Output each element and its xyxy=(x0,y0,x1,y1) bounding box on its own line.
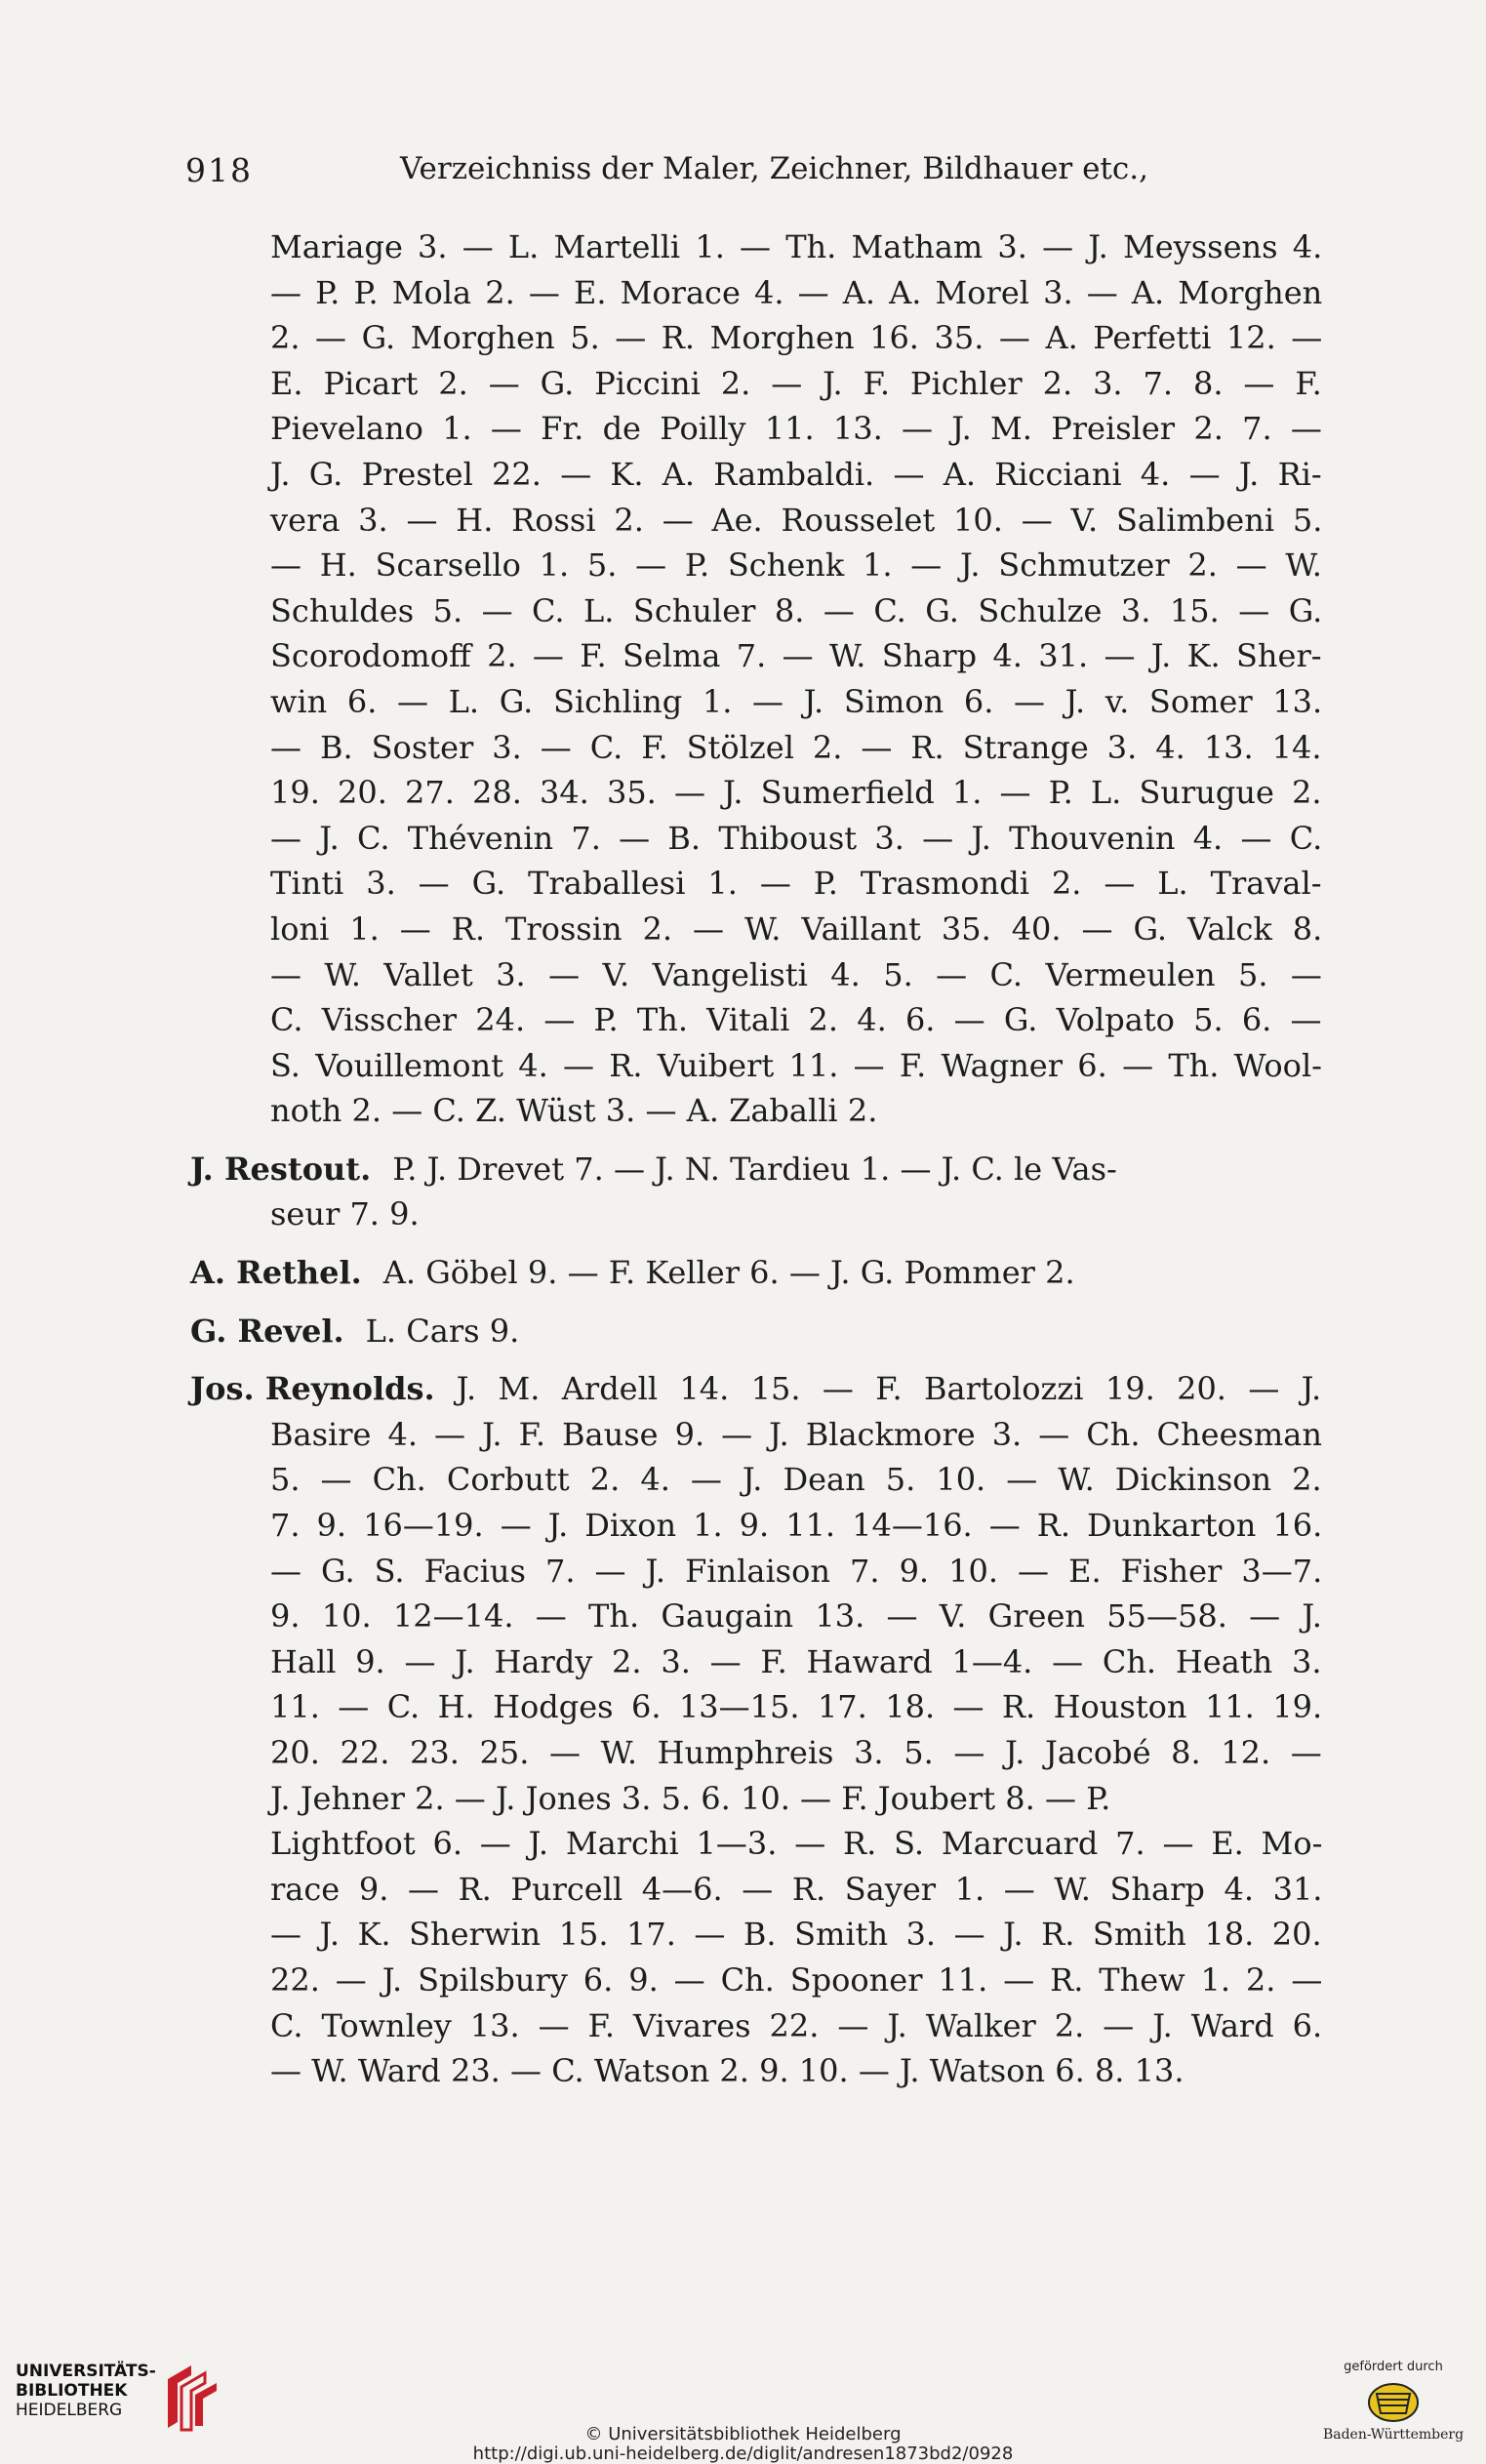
text-line xyxy=(190,1549,1322,1595)
text-line xyxy=(190,1867,1322,1913)
engraver-list-text: race 9. — R. Purcell 4—6. — R. Sayer 1. — W. Sharp 4. 31. xyxy=(270,1870,1323,1908)
engraver-list-text: noth 2. — C. Z. Wüst 3. — A. Zaballi 2. xyxy=(270,1092,878,1130)
engraver-list-text: 9. 10. 12—14. — Th. Gaugain 13. — V. Green 55—58. — J. xyxy=(270,1597,1322,1636)
text-line xyxy=(190,1821,1322,1867)
text-line xyxy=(190,1912,1322,1958)
university-library-logo[interactable] xyxy=(16,2362,211,2430)
engraver-list-text: — J. K. Sherwin 15. 17. — B. Smith 3. — J. R. Smith 18. 20. xyxy=(270,1916,1322,1954)
engraver-list-text: 7. 9. 16—19. — J. Dixon 1. 9. 11. 14—16. — R. Dunkarton 16. xyxy=(270,1507,1323,1545)
artist-name: Jos. Reynolds. xyxy=(190,1370,435,1408)
page-header xyxy=(185,151,1317,210)
text-line xyxy=(190,770,1322,816)
engraver-list-text: Schuldes 5. — C. L. Schuler 8. — C. G. Schulze 3. 15. — G. xyxy=(270,591,1323,629)
engraver-list-text: J. M. Ardell 14. 15. — F. Bartolozzi 19. 20. — J. xyxy=(456,1370,1322,1408)
artist-name: J. Restout. xyxy=(190,1150,372,1188)
text-line xyxy=(190,1958,1322,2003)
text-line xyxy=(190,452,1322,498)
engraver-list-text: Basire 4. — J. F. Bause 9. — J. Blackmore 3. — Ch. Cheesman xyxy=(270,1415,1322,1453)
engraver-list-text: Lightfoot 6. — J. Marchi 1—3. — R. S. Marcuard 7. — E. Mo- xyxy=(270,1825,1323,1863)
running-head: Verzeichniss der Maler, Zeichner, Bildhauer etc., xyxy=(400,151,1148,186)
text-line xyxy=(190,679,1322,725)
text-line xyxy=(190,997,1322,1043)
text-line xyxy=(190,1639,1322,1685)
text-line xyxy=(190,270,1322,316)
text-line xyxy=(190,633,1322,679)
text-line xyxy=(190,1043,1322,1089)
engraver-list-text: — B. Soster 3. — C. F. Stölzel 2. — R. Strange 3. 4. 13. 14. xyxy=(270,728,1322,766)
engraver-list-text: — G. S. Facius 7. — J. Finlaison 7. 9. 10. — E. Fisher 3—7. xyxy=(270,1552,1323,1590)
engraver-list-text: — W. Vallet 3. — V. Vangelisti 4. 5. — C. Vermeulen 5. — xyxy=(270,955,1322,993)
text-line xyxy=(190,1730,1322,1776)
text-line xyxy=(190,543,1322,588)
text-line xyxy=(190,1684,1322,1730)
index-content xyxy=(190,224,1322,2107)
text-line xyxy=(190,361,1322,407)
engraver-list-text: loni 1. — R. Trossin 2. — W. Vaillant 35. 40. — G. Valck 8. xyxy=(270,909,1323,948)
engraver-list-text: seur 7. 9. xyxy=(270,1195,420,1233)
engraver-list-text: P. J. Drevet 7. — J. N. Tardieu 1. — J. C. le Vas- xyxy=(392,1150,1117,1188)
index-entry xyxy=(190,1366,1322,2094)
engraver-list-text: 20. 22. 23. 25. — W. Humphreis 3. 5. — J. Jacobé 8. 12. — xyxy=(270,1734,1322,1771)
text-line xyxy=(190,315,1322,361)
engraver-list-text: Pievelano 1. — Fr. de Poilly 11. 13. — J. M. Preisler 2. 7. — xyxy=(270,410,1322,448)
text-line xyxy=(190,1088,1322,1134)
text-line xyxy=(190,1594,1322,1639)
engraver-list-text: C. Townley 13. — F. Vivares 22. — J. Walker 2. — J. Ward 6. xyxy=(270,2006,1323,2044)
engraver-list-text: J. Jehner 2. — J. Jones 3. 5. 6. 10. — F. Joubert 8. — P. xyxy=(270,1779,1111,1817)
library-mark-icon xyxy=(162,2362,221,2432)
library-name-line3: HEIDELBERG xyxy=(16,2401,123,2420)
source-url-link[interactable]: http://digi.ub.uni-heidelberg.de/diglit/andresen1873bd2/0928 xyxy=(472,2444,1014,2464)
text-line xyxy=(190,1147,1322,1192)
text-line xyxy=(190,1457,1322,1503)
baden-wuerttemberg-emblem-icon xyxy=(1367,2382,1420,2423)
index-entry xyxy=(190,1250,1322,1296)
page-number: 918 xyxy=(185,151,253,189)
funder-name: Baden-Württemberg xyxy=(1322,2427,1465,2443)
text-line xyxy=(190,406,1322,452)
text-line xyxy=(190,498,1322,544)
index-entry xyxy=(190,224,1322,1134)
engraver-list-text: vera 3. — H. Rossi 2. — Ae. Rousselet 10. — V. Salimbeni 5. xyxy=(270,501,1323,539)
engraver-list-text: 22. — J. Spilsbury 6. 9. — Ch. Spooner 11. — R. Thew 1. 2. — xyxy=(270,1960,1323,1999)
engraver-list-text: — H. Scarsello 1. 5. — P. Schenk 1. — J. Schmutzer 2. — W. xyxy=(270,546,1322,585)
engraver-list-text: E. Picart 2. — G. Piccini 2. — J. F. Pichler 2. 3. 7. 8. — F. xyxy=(270,364,1322,402)
artist-name: A. Rethel. xyxy=(190,1254,362,1292)
text-line xyxy=(190,1366,1322,1412)
text-line xyxy=(190,816,1322,862)
index-entry xyxy=(190,1147,1322,1237)
engraver-list-text: S. Vouillemont 4. — R. Vuibert 11. — F. Wagner 6. — Th. Wool- xyxy=(270,1046,1322,1084)
text-line xyxy=(190,1192,1322,1237)
text-line xyxy=(190,2048,1322,2094)
engraver-list-text: 2. — G. Morghen 5. — R. Morghen 16. 35. — A. Perfetti 12. — xyxy=(270,319,1323,357)
library-name-line2: BIBLIOTHEK xyxy=(16,2381,128,2401)
engraver-list-text: win 6. — L. G. Sichling 1. — J. Simon 6. — J. v. Somer 13. xyxy=(270,682,1323,720)
engraver-list-text: L. Cars 9. xyxy=(365,1312,520,1350)
engraver-list-text: J. G. Prestel 22. — K. A. Rambaldi. — A. Ricciani 4. — J. Ri- xyxy=(270,455,1322,493)
text-line xyxy=(190,907,1322,952)
text-line xyxy=(190,1309,1322,1354)
text-line xyxy=(190,1503,1322,1549)
text-line xyxy=(190,1412,1322,1458)
engraver-list-text: — P. P. Mola 2. — E. Morace 4. — A. A. Morel 3. — A. Morghen xyxy=(270,273,1323,311)
text-line xyxy=(190,588,1322,634)
engraver-list-text: Mariage 3. — L. Martelli 1. — Th. Matham 3. — J. Meyssens 4. xyxy=(270,228,1323,265)
index-entry xyxy=(190,1309,1322,1354)
footer-credits xyxy=(0,2425,1486,2464)
engraver-list-text: A. Göbel 9. — F. Keller 6. — J. G. Pommer 2. xyxy=(382,1254,1075,1292)
text-line xyxy=(190,725,1322,771)
engraver-list-text: C. Visscher 24. — P. Th. Vitali 2. 4. 6. — G. Volpato 5. 6. — xyxy=(270,1001,1322,1039)
funder-block xyxy=(1320,2360,1466,2443)
copyright-line: © Universitätsbibliothek Heidelberg xyxy=(584,2424,902,2444)
text-line xyxy=(190,1250,1322,1296)
engraver-list-text: 19. 20. 27. 28. 34. 35. — J. Sumerfield 1. — P. L. Surugue 2. xyxy=(270,774,1322,812)
text-line xyxy=(190,861,1322,907)
library-name-line1: UNIVERSITÄTS- xyxy=(16,2362,156,2381)
engraver-list-text: Tinti 3. — G. Traballesi 1. — P. Trasmondi 2. — L. Traval- xyxy=(270,865,1322,903)
artist-name: G. Revel. xyxy=(190,1312,344,1350)
funded-by-label: gefördert durch xyxy=(1344,2360,1443,2374)
text-line xyxy=(190,224,1322,270)
text-line xyxy=(190,2003,1322,2049)
engraver-list-text: Hall 9. — J. Hardy 2. 3. — F. Haward 1—4. — Ch. Heath 3. xyxy=(270,1642,1322,1680)
engraver-list-text: — J. C. Thévenin 7. — B. Thiboust 3. — J. Thouvenin 4. — C. xyxy=(270,819,1323,857)
text-line xyxy=(190,952,1322,998)
engraver-list-text: 11. — C. H. Hodges 6. 13—15. 17. 18. — R. Houston 11. 19. xyxy=(270,1688,1323,1726)
text-line xyxy=(190,1776,1322,1822)
engraver-list-text: — W. Ward 23. — C. Watson 2. 9. 10. — J. Watson 6. 8. 13. xyxy=(270,2052,1185,2090)
engraver-list-text: 5. — Ch. Corbutt 2. 4. — J. Dean 5. 10. — W. Dickinson 2. xyxy=(270,1461,1322,1499)
engraver-list-text: Scorodomoff 2. — F. Selma 7. — W. Sharp 4. 31. — J. K. Sher- xyxy=(270,637,1322,675)
